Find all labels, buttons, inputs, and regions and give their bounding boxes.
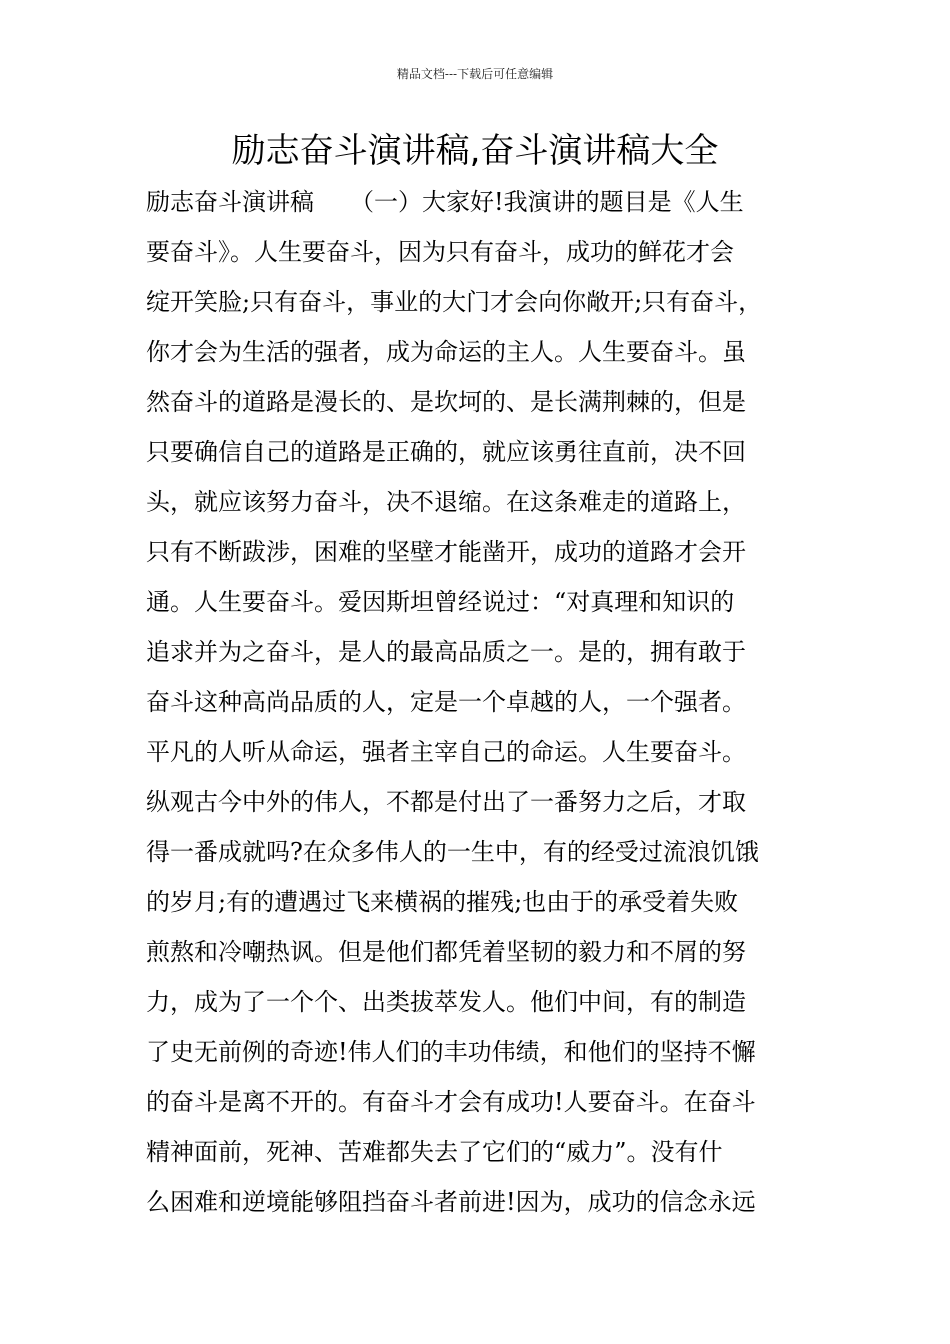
document-body	[146, 177, 846, 1227]
body-line: 奋斗这种高尚品质的人，定是一个卓越的人，一个强者。	[146, 688, 746, 716]
body-line: 了史无前例的奇迹!伟人们的丰功伟绩，和他们的坚持不懈	[146, 1038, 756, 1066]
body-line: 平凡的人听从命运，强者主宰自己的命运。人生要奋斗。	[146, 738, 746, 766]
body-line: 只要确信自己的道路是正确的，就应该勇往直前，决不回	[146, 438, 746, 466]
header-note: 精品文档---下载后可任意编辑	[396, 67, 554, 81]
body-line: 煎熬和冷嘲热讽。但是他们都凭着坚韧的毅力和不屑的努	[146, 938, 746, 966]
document-title: 励志奋斗演讲稿,奋斗演讲稿大全	[231, 131, 719, 171]
body-line: 绽开笑脸;只有奋斗，事业的大门才会向你敞开;只有奋斗，	[146, 288, 763, 316]
body-line: 励志奋斗演讲稿 （一）大家好!我演讲的题目是《人生	[146, 188, 744, 216]
body-line: 力，成为了一个个、出类拔萃发人。他们中间，有的制造	[146, 988, 746, 1016]
body-line: 么困难和逆境能够阻挡奋斗者前进!因为，成功的信念永远	[146, 1188, 756, 1216]
body-line: 纵观古今中外的伟人，不都是付出了一番努力之后，才取	[146, 788, 746, 816]
body-line: 得一番成就吗?在众多伟人的一生中，有的经受过流浪饥饿	[146, 838, 759, 866]
body-line: 只有不断跋涉，困难的坚壁才能凿开，成功的道路才会开	[146, 538, 746, 566]
body-line: 精神面前，死神、苦难都失去了它们的“威力”。没有什	[146, 1138, 723, 1166]
body-line: 追求并为之奋斗，是人的最高品质之一。是的，拥有敢于	[146, 638, 746, 666]
body-line: 头，就应该努力奋斗，决不退缩。在这条难走的道路上，	[146, 488, 746, 516]
body-line: 通。人生要奋斗。爱因斯坦曾经说过：“对真理和知识的	[146, 588, 735, 616]
body-line: 然奋斗的道路是漫长的、是坎坷的、是长满荆棘的，但是	[146, 388, 746, 416]
body-line: 你才会为生活的强者，成为命运的主人。人生要奋斗。虽	[146, 338, 746, 366]
body-line: 的岁月;有的遭遇过飞来横祸的摧残;也由于的承受着失败	[146, 888, 739, 916]
body-line: 的奋斗是离不开的。有奋斗才会有成功!人要奋斗。在奋斗	[146, 1088, 756, 1116]
body-line: 要奋斗》。人生要奋斗，因为只有奋斗，成功的鲜花才会	[146, 238, 734, 266]
